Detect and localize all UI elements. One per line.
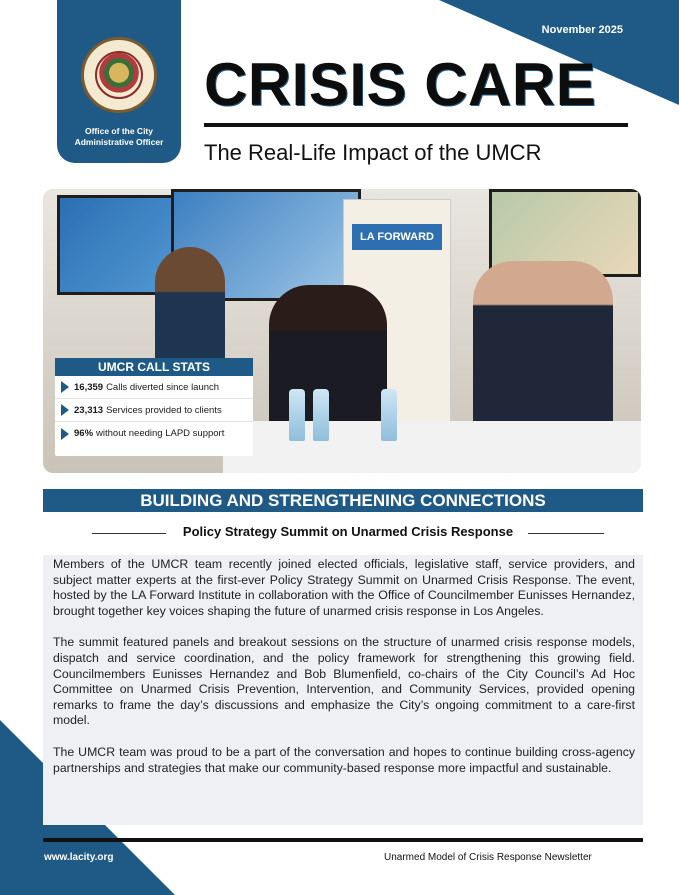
la-forward-logo: LA FORWARD: [352, 224, 442, 250]
stat-row: [55, 399, 253, 422]
stat-number: 96%: [74, 428, 94, 439]
newsletter-subtitle: The Real-Life Impact of the UMCR: [204, 140, 542, 165]
stat-row: [55, 376, 253, 399]
water-bottle: [289, 389, 305, 441]
newsletter-name: Unarmed Model of Crisis Response Newsletter: [384, 852, 592, 863]
call-stats-heading: UMCR CALL STATS: [55, 358, 253, 376]
arrow-right-icon: [61, 428, 69, 440]
arrow-right-icon: [61, 381, 69, 393]
newsletter-title: CRISIS CARE: [204, 51, 597, 118]
subheading-rule-right: [528, 533, 604, 534]
subheading-rule-left: [92, 533, 166, 534]
office-badge: [57, 0, 181, 163]
stat-number: 16,359: [74, 381, 104, 393]
footer-divider: [43, 838, 643, 842]
website-link[interactable]: www.lacity.org: [44, 852, 114, 863]
office-name: Office of the City Administrative Officer: [74, 126, 164, 147]
stat-label: Services provided to clients: [106, 404, 222, 416]
water-bottle: [313, 389, 329, 441]
section-heading: BUILDING AND STRENGTHENING CONNECTIONS: [43, 489, 643, 512]
issue-date: November 2025: [541, 24, 623, 36]
call-stats-box: [55, 358, 253, 456]
section-subheading: Policy Strategy Summit on Unarmed Crisis Response: [182, 524, 514, 539]
stat-number: 23,313: [74, 404, 104, 416]
stat-label: Calls diverted since launch: [106, 381, 220, 393]
panel-table: [223, 421, 641, 473]
article-paragraph: The UMCR team was proud to be a part of the conversation and hopes to continue building cross-agency partnerships and strategies that make our community-based response more impactful and sustainable.: [53, 744, 635, 775]
arrow-right-icon: [61, 404, 69, 416]
title-divider: [204, 123, 628, 127]
stat-row: [55, 422, 253, 445]
panelist-right: [473, 261, 613, 441]
water-bottle: [381, 389, 397, 441]
city-seal-icon: [81, 37, 157, 113]
article-paragraph: The summit featured panels and breakout sessions on the structure of unarmed crisis response models, dispatch and service coordination, and the policy framework for strengthening this growing field. Councilmembers Eunisses Hernandez and Bob Blumenfield, co-chairs of the City Council’s Ad Hoc Committee on Unarmed Crisis Prevention, Intervention, and Community Services, provided opening remarks to frame the day’s discussions and emphasize the City’s ongoing commitment to a care-first model.: [53, 635, 635, 728]
article-paragraph: Members of the UMCR team recently joined elected officials, legislative staff, service providers, and subject matter experts at the first-ever Policy Strategy Summit on Unarmed Crisis Response. The event, hosted by the LA Forward Institute in collaboration with the Office of Councilmember Eunisses Hernandez, brought together key voices shaping the future of unarmed crisis response in Los Angeles.: [53, 557, 635, 618]
stat-label: without needing LAPD support: [96, 428, 225, 439]
article-body: [43, 555, 643, 825]
